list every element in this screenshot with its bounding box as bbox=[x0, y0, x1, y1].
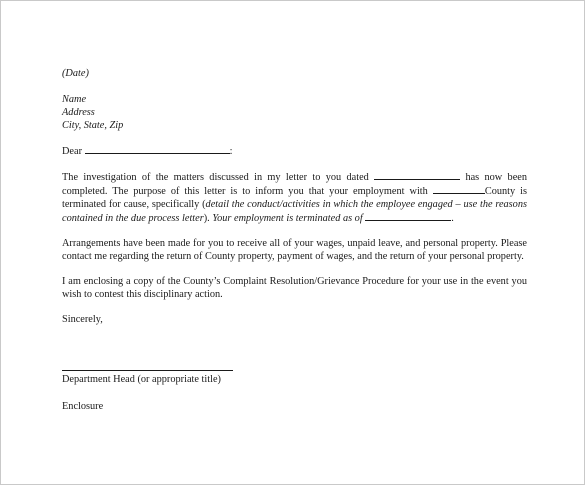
p1-part3: County is terminated for cause, specifically ( bbox=[62, 186, 528, 210]
paragraph-termination bbox=[62, 170, 527, 225]
p1-end: . bbox=[451, 213, 454, 224]
salutation-text: Dear bbox=[62, 146, 83, 157]
recipient-name-blank bbox=[85, 144, 230, 154]
recipient-address bbox=[62, 93, 527, 132]
termination-date-blank bbox=[365, 211, 451, 221]
enclosure-label: Enclosure bbox=[62, 401, 104, 412]
paragraph-enclosure-note: I am enclosing a copy of the County’s Complaint Resolution/Grievance Procedure for your use in the event you wish to contest this disciplinary action. bbox=[62, 276, 527, 300]
p1-italic-terminated: Your employment is terminated as of bbox=[212, 213, 363, 224]
salutation bbox=[62, 144, 527, 158]
p1-part2: has now been completed. The purpose of this letter is to inform you that your employment with bbox=[62, 172, 527, 197]
address-street: Address bbox=[62, 107, 95, 118]
p1-part1: The investigation of the matters discussed in my letter to you dated bbox=[62, 172, 369, 183]
paragraph-arrangements: Arrangements have been made for you to receive all of your wages, unpaid leave, and personal property. Please contact me regarding the return of County property, payment of wages, and the return of your personal property. bbox=[62, 238, 527, 262]
salutation-colon: : bbox=[229, 146, 233, 157]
letter-body bbox=[62, 67, 527, 413]
address-city-state-zip: City, State, Zip bbox=[62, 120, 124, 131]
signature-title: Department Head (or appropriate title) bbox=[62, 374, 221, 385]
p1-italic-conduct: detail the conduct/activities in which the employee engaged – use the reasons contained in the due process letter bbox=[62, 199, 527, 224]
address-name: Name bbox=[62, 94, 87, 105]
letter-date-blank bbox=[374, 170, 460, 180]
closing: Sincerely, bbox=[62, 314, 103, 325]
p1-part4: ). bbox=[203, 213, 210, 224]
signature-line bbox=[62, 370, 233, 371]
date-line: (Date) bbox=[62, 68, 89, 79]
county-name-blank bbox=[433, 184, 485, 194]
